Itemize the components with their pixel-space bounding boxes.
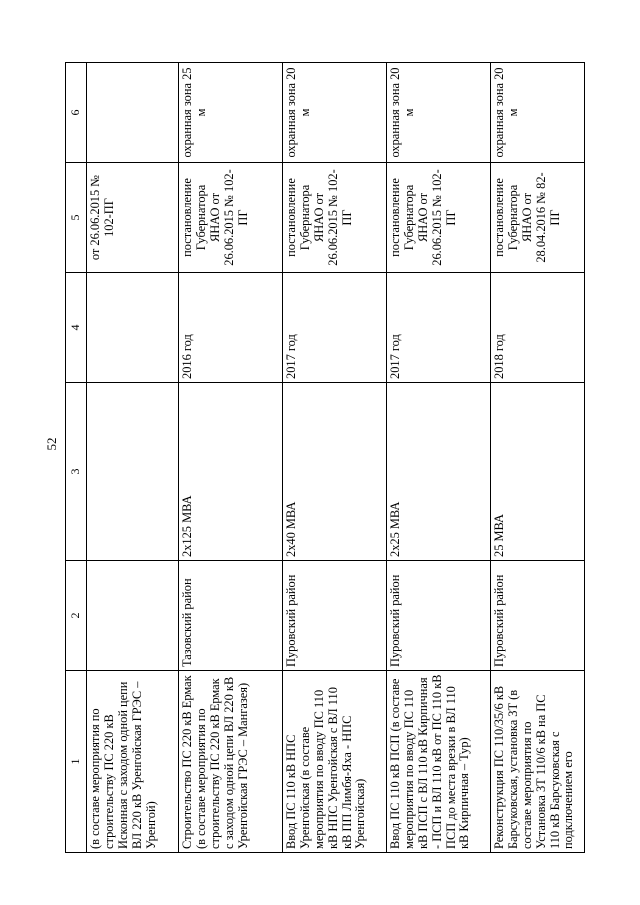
rotated-table-wrapper — [65, 63, 585, 853]
year-cell: 2016 год — [179, 273, 283, 383]
header-cell-5: 5 — [66, 163, 87, 273]
year-cell — [87, 273, 179, 383]
district-cell: Тазовский район — [179, 561, 283, 671]
capacity-cell: 25 МВА — [491, 383, 585, 561]
infrastructure-table — [65, 62, 585, 853]
object-cell: Ввод ПС 110 кВ НПС Уренгойская (в составе мероприятия по вводу ПС 110 кВ НПС Уренгойская с ВЛ 110 кВ ПП Лимбя-Яха - НПС Уренгойская) — [283, 671, 387, 853]
object-cell: (в составе мероприятия по строительству ПС 220 кВ Исконная с заходом одной цепи ВЛ 220 кВ Уренгойская ГРЭС – Уренгой) — [87, 671, 179, 853]
zone-cell: охранная зона 20 м — [283, 63, 387, 163]
header-cell-4: 4 — [66, 273, 87, 383]
header-cell-1: 1 — [66, 671, 87, 853]
document-cell: постановление Губернатора ЯНАО от 26.06.2015 № 102-ПГ — [179, 163, 283, 273]
year-cell: 2018 год — [491, 273, 585, 383]
document-sheet — [65, 63, 585, 853]
capacity-cell: 2х40 МВА — [283, 383, 387, 561]
capacity-cell: 2х25 МВА — [387, 383, 491, 561]
zone-cell — [87, 63, 179, 163]
year-cell: 2017 год — [283, 273, 387, 383]
header-row — [66, 63, 87, 853]
table-row — [491, 63, 585, 853]
zone-cell: охранная зона 25 м — [179, 63, 283, 163]
document-cell: от 26.06.2015 № 102-ПГ — [87, 163, 179, 273]
header-cell-3: 3 — [66, 383, 87, 561]
object-cell: Строительство ПС 220 кВ Ермак (в составе мероприятия по строительству ПС 220 кВ Ермак с заходом одной цепи ВЛ 220 кВ Уренгойская ГРЭС – Мангазея) — [179, 671, 283, 853]
district-cell — [87, 561, 179, 671]
header-cell-6: 6 — [66, 63, 87, 163]
district-cell: Пуровский район — [491, 561, 585, 671]
header-cell-2: 2 — [66, 561, 87, 671]
capacity-cell — [87, 383, 179, 561]
table-row — [387, 63, 491, 853]
capacity-cell: 2х125 МВА — [179, 383, 283, 561]
table-row — [87, 63, 179, 853]
table-row — [283, 63, 387, 853]
document-cell: постановление Губернатора ЯНАО от 26.06.2015 № 102-ПГ — [387, 163, 491, 273]
table-row — [179, 63, 283, 853]
page-number: 52 — [44, 437, 59, 451]
district-cell: Пуровский район — [283, 561, 387, 671]
year-cell: 2017 год — [387, 273, 491, 383]
document-cell: постановление Губернатора ЯНАО от 26.06.2015 № 102-ПГ — [283, 163, 387, 273]
object-cell: Ввод ПС 110 кВ ПСП (в составе мероприятия по вводу ПС 110 кВ ПСП с ВЛ 110 кВ Кирпичная - ПСП и ВЛ 110 кВ от ПС 110 кВ ПСП до места врезки в ВЛ 110 кВ Кирпичная – Тур) — [387, 671, 491, 853]
zone-cell: охранная зона 20 м — [491, 63, 585, 163]
zone-cell: охранная зона 20 м — [387, 63, 491, 163]
object-cell: Реконструкция ПС 110/35/6 кВ Барсуковская, установка 3Т (в составе мероприятия по Установка 3Т 110/6 кВ на ПС 110 кВ Барсуковская с подключением его — [491, 671, 585, 853]
district-cell: Пуровский район — [387, 561, 491, 671]
document-cell: постановление Губернатора ЯНАО от 28.04.2016 № 82-ПГ — [491, 163, 585, 273]
